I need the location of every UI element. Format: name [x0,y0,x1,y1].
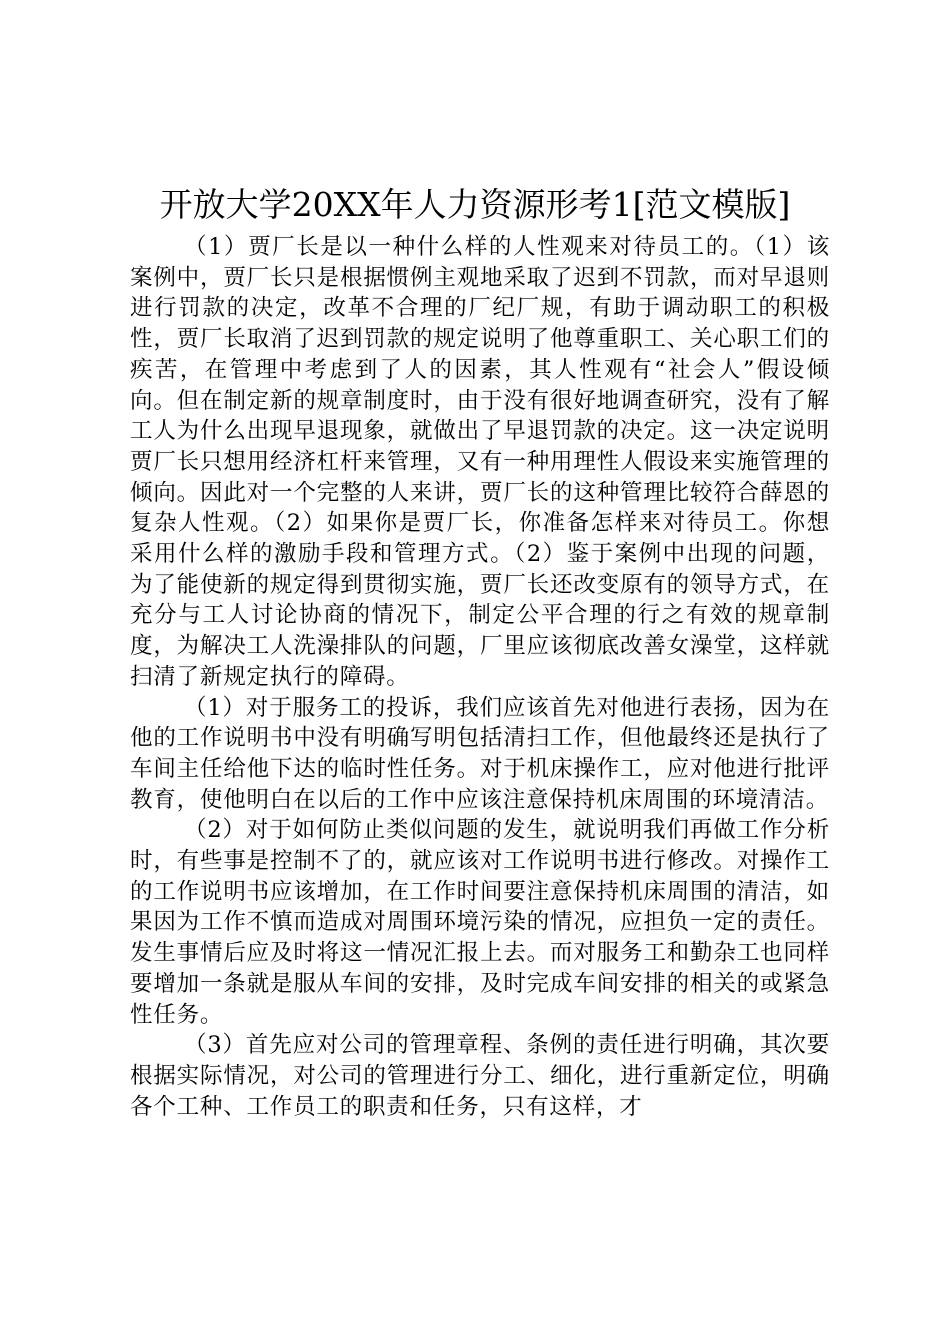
paragraph-4: （3）首先应对公司的管理章程、条例的责任进行明确，其次要根据实际情况，对公司的管理进行分工、细化，进行重新定位，明确各个工种、工作员工的职责和任务，只有这样，才 [130,1032,830,1120]
document-title: 开放大学20XX年人力资源形考1[范文模版] [159,185,791,224]
paragraph-2: （1）对于服务工的投诉，我们应该首先对他进行表扬，因为在他的工作说明书中没有明确写明包括清扫工作，但他最终还是执行了车间主任给他下达的临时性任务。对于机床操作工，应对他进行批评教育，使他明白在以后的工作中应该注意保持机床周围的环境清洁。 [130,694,830,813]
document-body [130,232,830,1122]
paragraph-3: （2）对于如何防止类似问题的发生，就说明我们再做工作分析时，有些事是控制不了的，就应该对工作说明书进行修改。对操作工的工作说明书应该增加，在工作时间要注意保持机床周围的清洁，如果因为工作不慎而造成对周围环境污染的情况，应担负一定的责任。发生事情后应及时将这一情况汇报上去。而对服务工和勤杂工也同样要增加一条就是服从车间的安排，及时完成车间安排的相关的或紧急性任务。 [130,817,830,1028]
paragraph-1: （1）贾厂长是以一种什么样的人性观来对待员工的。（1）该案例中，贾厂长只是根据惯例主观地采取了迟到不罚款，而对早退则进行罚款的决定，改革不合理的厂纪厂规，有助于调动职工的积极性，贾厂长取消了迟到罚款的规定说明了他尊重职工、关心职工们的疾苦，在管理中考虑到了人的因素，其人性观有“社会人”假设倾向。但在制定新的规章制度时，由于没有很好地调查研究，没有了解工人为什么出现早退现象，就做出了早退罚款的决定。这一决定说明贾厂长只想用经济杠杆来管理，又有一种用理性人假设来实施管理的倾向。因此对一个完整的人来讲，贾厂长的这种管理比较符合薛恩的复杂人性观。（2）如果你是贾厂长，你准备怎样来对待员工。你想采用什么样的激励手段和管理方式。（2）鉴于案例中出现的问题，为了能使新的规定得到贯彻实施，贾厂长还改变原有的领导方式，在充分与工人讨论协商的情况下，制定公平合理的行之有效的规章制度，为解决工人洗澡排队的问题，厂里应该彻底改善女澡堂，这样就扫清了新规定执行的障碍。 [130,234,830,690]
